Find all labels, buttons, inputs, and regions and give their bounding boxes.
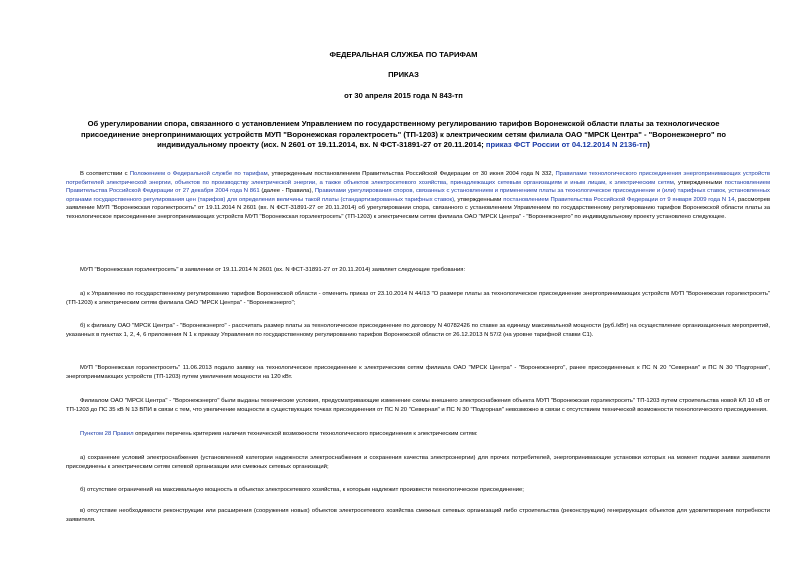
document-title	[64, 119, 743, 151]
title-text: Об урегулировании спора, связанного с установлением Управлением по государственному регулированию тарифов Воронежской области платы за технологическое присоединение энергопринимающих устройств МУП "Воронежская горэлектросеть" (ТП-1203) к электрическим сетям филиала ОАО "МРСК Центра" - "Воронежэнерго" по индивидуальному проекту (исх. N 2601 от 19.11.2014, вх. N ФСТ-31891-27 от 20.11.2014;	[81, 119, 726, 149]
link-point-28[interactable]: Пунктом 28 Правил	[80, 431, 134, 437]
paragraph-3: а) к Управлению по государственному регулированию тарифов Воронежской области - отменить приказ от 23.10.2014 N 44/13 "О размере платы за технологическое присоединение энергопринимающих устройств МУП "Воронежская горэлектросеть" (ТП-1203) к электрическим сетям филиала ОАО "МРСК Центра" - "Воронежэнерго";	[66, 291, 770, 306]
paragraph-4: б) к филиалу ОАО "МРСК Центра" - "Воронежэнерго" - рассчитать размер платы за технологическое присоединение по договору N 40782426 по ставке за единицу максимальной мощности (руб./кВт) на осуществление организационных мероприятий, указанных в пунктах 1, 2, 4, 6 приложения N 1 к приказу Управления по государственному регулированию тарифов Воронежской области от 26.12.2013 N 57/2 (на уровне тарифной ставки С1).	[66, 323, 770, 338]
link-connection-rules[interactable]: Правилами технологического присоединения энергопринимающих устройств потребителей электрической энергии, объектов по производству электрической энергии, а также объектов электросетевого хозяйства, принадлежащих сетевым организациям и иным лицам, к электрическим сетям	[66, 171, 771, 186]
p1-text-5: , утвержденными	[454, 196, 504, 203]
title-tail: )	[647, 140, 650, 149]
p1-text-6: , рассмотрев заявление МУП "Воронежская горэлектросеть" от 19.11.2014 N 2601 (вх. N ФСТ-31891-27 от 20.11.2014) об урегулировании спора, связанного с установлением Управлением по государственному регулированию тарифов Воронежской области платы за технологическое присоединение энергопринимающих устройств МУП "Воронежская горэлектросеть" (ТП-1203) к электрическим сетям филиала ОАО "МРСК Центра" - "Воронежэнерго" по индивидуальному проекту установлено следующее.	[66, 196, 770, 220]
paragraph-1	[66, 170, 770, 222]
paragraph-2: МУП "Воронежская горэлектросеть" в заявлении от 19.11.2014 N 2601 (вх. N ФСТ-31891-27 от 20.11.2014) заявляет следующие требования:	[80, 267, 466, 273]
date-line: от 30 апреля 2015 года N 843-тп	[344, 91, 463, 100]
link-dispute-rules[interactable]: Правилами урегулирования споров, связанных с установлением и применением платы за технологическое присоединение и (или) тарифных ставок, установленных органами государственного регулирования цен (тарифов) для определения величины такой платы (стандартизированных тарифных ставок)	[66, 188, 770, 203]
paragraph-6: Филиалом ОАО "МРСК Центра" - "Воронежэнерго" были выданы технические условия, предусматривающие изменение схемы внешнего электроснабжения объекта МУП "Воронежская горэлектросеть" ТП-1203 путем строительства новой КЛ 10 кВ от ТП-1203 до ПС 35 кВ N 13 ВПИ в связи с тем, что увеличение мощности в существующих точках присоединения от ПС N 20 "Северная" и ПС N 30 "Подгорная" невозможно в связи с отсутствием технической возможности технологического присоединения.	[66, 398, 770, 413]
title-link[interactable]: приказ ФСТ России от 04.12.2014 N 2136-тп	[485, 140, 648, 149]
p1-text-4: (далее - Правила),	[259, 188, 315, 195]
p1-text-1: В соответствии с	[80, 171, 130, 177]
link-decree-861[interactable]: постановлением Правительства Российской Федерации от 27 декабря 2004 года N 861	[66, 179, 770, 195]
paragraph-5: МУП "Воронежская горэлектросеть" 11.06.2013 подало заявку на технологическое присоединение к электрическим сетям филиала ОАО "МРСК Центра" - "Воронежэнерго", ранее присоединенных к ПС N 20 "Северная" и ПС N 30 "Подгорная", энергопринимающих устройств (ТП-1203) путем увеличения мощности на 120 кВт.	[66, 365, 770, 380]
doctype-heading: ПРИКАЗ	[388, 70, 419, 79]
paragraph-9: б) отсутствие ограничений на максимальную мощность в объектах электросетевого хозяйства, к которым надлежит произвести технологическое присоединение;	[80, 487, 524, 493]
link-decree-14[interactable]: постановлением Правительства Российской Федерации от 9 января 2009 года N 14	[503, 196, 735, 203]
agency-heading: ФЕДЕРАЛЬНАЯ СЛУЖБА ПО ТАРИФАМ	[329, 50, 478, 59]
paragraph-7	[66, 430, 770, 439]
paragraph-10: в) отсутствие необходимости реконструкции или расширения (сооружения новых) объектов электросетевого хозяйства смежных сетевых организаций либо строительства (реконструкции) генерирующих объектов для удовлетворения потребности заявителя.	[66, 508, 770, 523]
link-fst-regulation[interactable]: Положением о Федеральной службе по тарифам	[129, 171, 268, 177]
paragraph-8: а) сохранение условий электроснабжения (установленной категории надежности электроснабжения и сохранения качества электроэнергии) для прочих потребителей, энергопринимающие установки которых на момент подачи заявки заявителя присоединены к электрическим сетям сетевой организации или смежных сетевых организаций;	[66, 455, 770, 470]
p7-text: определен перечень критериев наличия технической возможности технологического присоединения к электрическим сетям:	[133, 431, 478, 437]
p1-text-2: , утвержденным постановлением Правительства Российской Федерации от 30 июня 2004 года N 332,	[267, 171, 556, 177]
p1-text-3: , утвержденными	[673, 179, 725, 186]
